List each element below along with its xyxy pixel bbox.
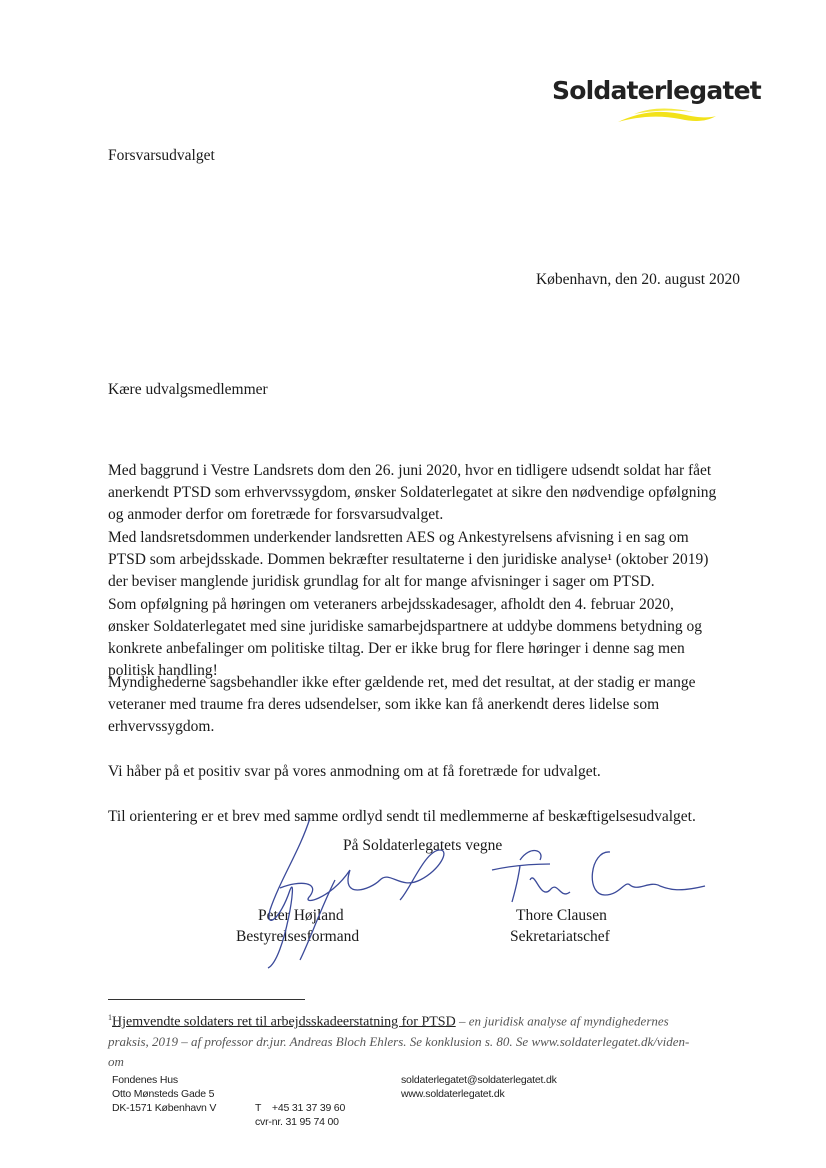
footer-website[interactable]: www.soldaterlegatet.dk bbox=[401, 1088, 505, 1100]
footer-address: Fondenes Hus Otto Mønsteds Gade 5 DK-1571 København V bbox=[112, 1074, 217, 1114]
footer-contact bbox=[401, 1073, 557, 1101]
footnote-title-link[interactable]: Hjemvendte soldaters ret til arbejdsskadeerstatning for PTSD bbox=[112, 1014, 456, 1030]
body-paragraph: Vi håber på et positiv svar på vores anmodning om at få foretræde for udvalget. bbox=[108, 763, 601, 780]
footnote-divider bbox=[108, 999, 305, 1000]
body-paragraph: Myndighederne sagsbehandler ikke efter gældende ret, med det resultat, at der stadig er mange veteraner med traume fra deres udsendelser, som ikke kan få anerkendt deres lidelse som erhvervssygdom. bbox=[108, 674, 696, 735]
body-paragraph: Med baggrund i Vestre Landsrets dom den 26. juni 2020, hvor en tidligere udsendt soldat har fået anerkendt PTSD som erhvervssygdom, ønsker Soldaterlegatet at sikre den nødvendige opfølgning og anmoder derfor om foretræde for forsvarsudvalget. bbox=[108, 462, 717, 523]
signature-peter-hojland bbox=[240, 810, 470, 970]
logo-text: Soldaterlegatet bbox=[552, 76, 761, 105]
salutation: Kære udvalgsmedlemmer bbox=[108, 381, 268, 398]
footnote: $^1$Hjemvendte soldaters ret til arbejdsskadeerstatning for PTSD – en juridisk analyse af myndighedernes praksis, 2019 – af professor dr.jur. Andreas Bloch Ehlers. Se konklusion s. 80. Se www.soldaterlegatet.dk/viden- om bbox=[108, 1013, 690, 1070]
body-paragraph: Til orientering er et brev med samme ordlyd sendt til medlemmerne af beskæftigelsesudvalget. bbox=[108, 808, 696, 825]
signatory-name: Peter Højland bbox=[258, 907, 344, 924]
letter-date: København, den 20. august 2020 bbox=[535, 271, 740, 288]
body-paragraph: Som opfølgning på høringen om veteraners arbejdsskadesager, afholdt den 4. februar 2020, ønsker Soldaterlegatet med sine juridiske samarbejdspartnere at uddybe dommens betydning og konkrete anbefalinger om politiske tiltag. Der er ikke brug for flere høringer i denne sag men politisk handling! bbox=[108, 596, 703, 679]
body-paragraph: Med landsretsdommen underkender landsretten AES og Ankestyrelsens afvisning i en sag om PTSD som arbejdsskade. Dommen bekræfter resultaterne i den juridiske analyse¹ (oktober 2019) der beviser manglende juridisk grundlag for alt for mange afvisninger i sager om PTSD. bbox=[108, 529, 709, 590]
signature-thore-clausen bbox=[490, 840, 710, 920]
signoff: På Soldaterlegatets vegne bbox=[343, 837, 503, 854]
signatory-title: Sekretariatschef bbox=[510, 928, 610, 945]
signatory-name: Thore Clausen bbox=[516, 907, 607, 924]
footer-phone: T +45 31 37 39 60 cvr-nr. 31 95 74 00 bbox=[255, 1102, 346, 1128]
footer-email[interactable]: soldaterlegatet@soldaterlegatet.dk bbox=[401, 1074, 557, 1086]
logo-wave-icon bbox=[614, 106, 718, 128]
recipient: Forsvarsudvalget bbox=[108, 147, 215, 164]
signatory-title: Bestyrelsesformand bbox=[236, 928, 360, 945]
